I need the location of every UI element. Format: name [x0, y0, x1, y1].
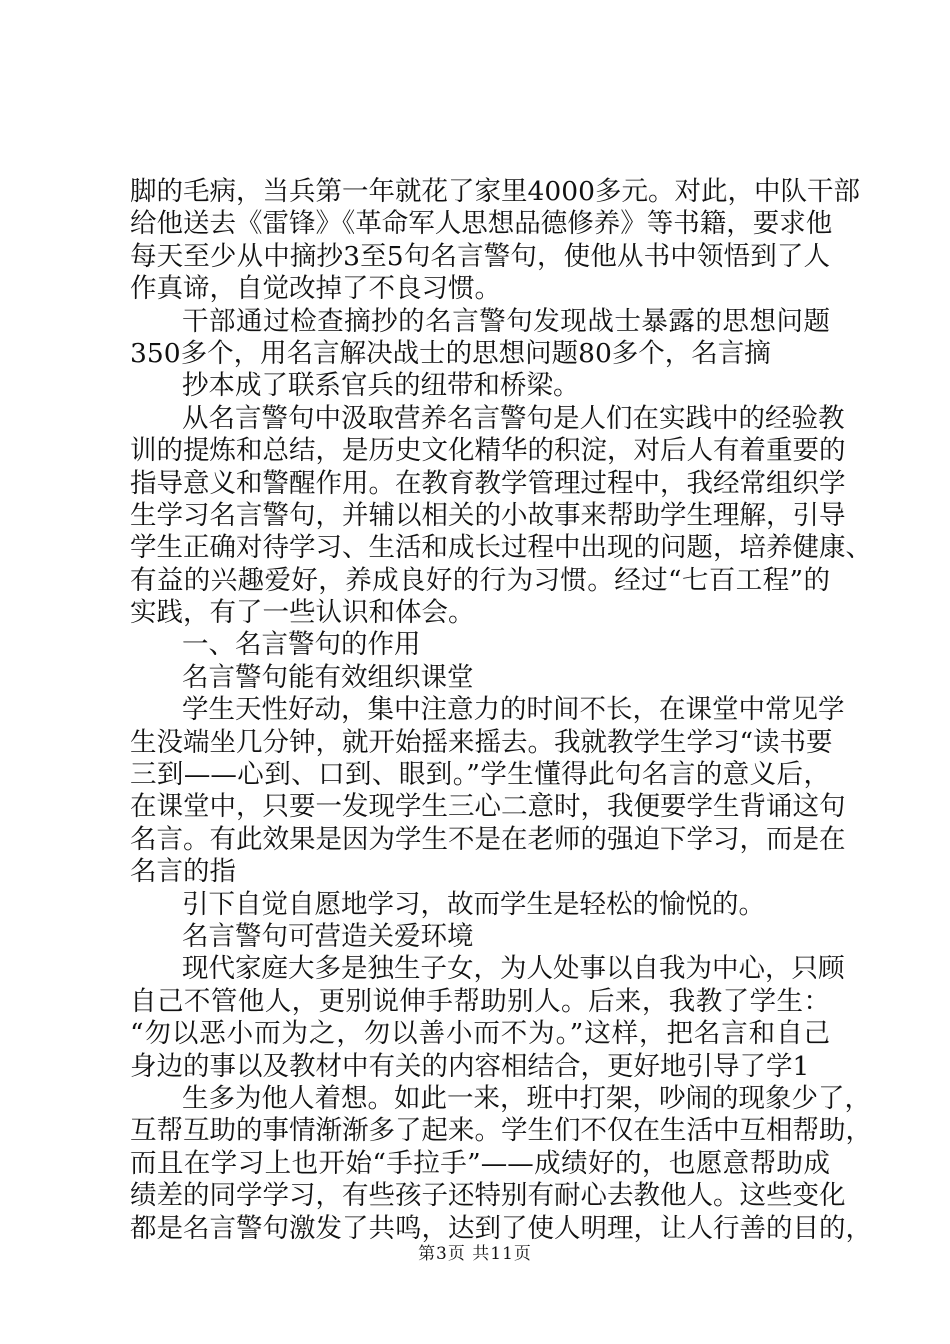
text-line: 名言的指	[130, 856, 236, 888]
text-line: 抄本成了联系官兵的纽带和桥梁。	[182, 370, 580, 402]
text-line: 训的提炼和总结，是历史文化精华的积淀，对后人有着重要的	[130, 435, 846, 467]
text-line: 而且在学习上也开始“手拉手”——成绩好的，也愿意帮助成	[130, 1147, 830, 1179]
text-line: 三到——心到、口到、眼到。”学生懂得此句名言的意义后，	[130, 759, 830, 791]
text-line: 名言警句可营造关爱环境	[182, 920, 474, 952]
text-line: 绩差的同学学习，有些孩子还特别有耐心去教他人。这些变化	[130, 1180, 846, 1212]
text-line: 给他送去《雷锋》《革命军人思想品德修养》等书籍，要求他	[130, 208, 833, 240]
text-line: 生学习名言警句，并辅以相关的小故事来帮助学生理解，引导	[130, 499, 846, 531]
text-line: 身边的事以及教材中有关的内容相结合，更好地引导了学1	[130, 1050, 810, 1082]
text-line: 学生天性好动，集中注意力的时间不长，在课堂中常见学	[182, 694, 845, 726]
text-line: 引下自觉自愿地学习，故而学生是轻松的愉悦的。	[182, 888, 765, 920]
text-line: 自己不管他人，更别说伸手帮助别人。后来，我教了学生：	[130, 985, 830, 1017]
text-line: 学生正确对待学习、生活和成长过程中出现的问题，培养健康、	[130, 532, 872, 564]
text-line: 实践，有了一些认识和体会。	[130, 597, 475, 629]
text-line: 互帮互助的事情渐渐多了起来。学生们不仅在生活中互相帮助，	[130, 1115, 872, 1147]
text-line: 在课堂中，只要一发现学生三心二意时，我便要学生背诵这句	[130, 791, 846, 823]
text-line: 从名言警句中汲取营养名言警句是人们在实践中的经验教	[182, 402, 845, 434]
text-line: 都是名言警句激发了共鸣，达到了使人明理，让人行善的目的，	[130, 1212, 872, 1244]
text-line: 一、名言警句的作用	[182, 629, 421, 661]
page-number-label: 第3页 共11页	[418, 1244, 532, 1264]
text-line: 有益的兴趣爱好，养成良好的行为习惯。经过“七百工程”的	[130, 564, 830, 596]
text-line: “勿以恶小而为之，勿以善小而不为。”这样，把名言和自己	[130, 1018, 830, 1050]
text-line: 作真谛，自觉改掉了不良习惯。	[130, 273, 501, 305]
text-line: 350多个，用名言解决战士的思想问题80多个，名言摘	[130, 337, 771, 369]
text-line: 名言警句能有效组织课堂	[182, 661, 474, 693]
text-line: 生没端坐几分钟，就开始摇来摇去。我就教学生学习“读书要	[130, 726, 833, 758]
document-body	[130, 176, 872, 1245]
text-line: 名言。有此效果是因为学生不是在老师的强迫下学习，而是在	[130, 823, 846, 855]
text-line: 指导意义和警醒作用。在教育教学管理过程中，我经常组织学	[130, 467, 846, 499]
text-line: 干部通过检查摘抄的名言警句发现战士暴露的思想问题	[182, 305, 830, 337]
text-line: 现代家庭大多是独生子女，为人处事以自我为中心，只顾	[182, 953, 845, 985]
text-line: 脚的毛病，当兵第一年就花了家里4000多元。对此，中队干部	[130, 176, 860, 207]
page-footer	[0, 1239, 950, 1264]
text-line: 每天至少从中摘抄3至5句名言警句，使他从书中领悟到了人	[130, 240, 830, 272]
text-line: 生多为他人着想。如此一来，班中打架，吵闹的现象少了，	[182, 1082, 871, 1114]
